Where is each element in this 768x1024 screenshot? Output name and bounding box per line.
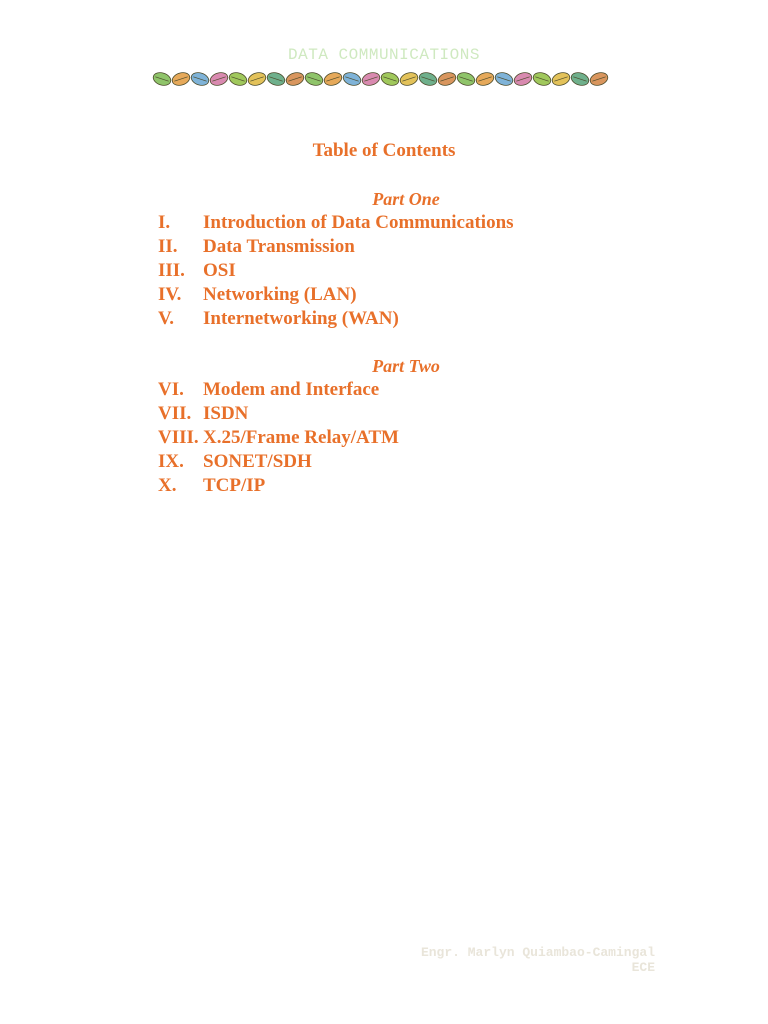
leaf-icon bbox=[228, 71, 249, 88]
toc-item-number: I. bbox=[158, 212, 171, 233]
toc-item-label: Internetworking (WAN) bbox=[203, 308, 399, 329]
toc-item-label: Data Transmission bbox=[203, 236, 355, 257]
toc-item-label: ISDN bbox=[203, 403, 249, 424]
toc-item-label: SONET/SDH bbox=[203, 451, 312, 472]
toc-item-label: Networking (LAN) bbox=[203, 284, 357, 305]
toc-item-label: TCP/IP bbox=[203, 475, 266, 496]
toc-item-number: X. bbox=[158, 475, 177, 496]
toc-item-number: VI. bbox=[158, 379, 184, 400]
header-title: DATA COMMUNICATIONS bbox=[288, 46, 480, 64]
leaf-icon bbox=[209, 71, 230, 88]
leaf-icon bbox=[171, 71, 192, 88]
toc-item-label: Introduction of Data Communications bbox=[203, 212, 514, 233]
leaf-icon bbox=[418, 71, 439, 88]
leaf-icon bbox=[494, 71, 515, 88]
leaf-icon bbox=[342, 71, 363, 88]
leaf-icon bbox=[532, 71, 553, 88]
leaf-icon bbox=[513, 71, 534, 88]
leaf-icon bbox=[323, 71, 344, 88]
toc-item-label: X.25/Frame Relay/ATM bbox=[203, 427, 399, 448]
leaf-icon bbox=[266, 71, 287, 88]
leaf-icon bbox=[190, 71, 211, 88]
toc-item-number: II. bbox=[158, 236, 178, 257]
leaf-icon bbox=[399, 71, 420, 88]
part-one-title: Part One bbox=[372, 189, 440, 209]
leaf-icon bbox=[475, 71, 496, 88]
leaf-icon bbox=[456, 71, 477, 88]
toc-item-label: Modem and Interface bbox=[203, 379, 380, 400]
footer-credential: ECE bbox=[631, 960, 655, 975]
leaf-icon bbox=[152, 71, 172, 88]
leaf-icon bbox=[304, 71, 325, 88]
part-two-title: Part Two bbox=[372, 356, 440, 376]
leaf-icon bbox=[437, 71, 458, 88]
leaf-icon bbox=[551, 71, 572, 88]
leaf-icon bbox=[285, 71, 306, 88]
toc-item-number: V. bbox=[158, 308, 175, 329]
footer bbox=[421, 945, 655, 975]
toc-item-number: IV. bbox=[158, 284, 182, 305]
leaf-icon bbox=[570, 71, 591, 88]
toc-item-number: IX. bbox=[158, 451, 184, 472]
toc-item-number: VIII. bbox=[158, 427, 199, 448]
footer-author: Engr. Marlyn Quiambao-Camingal bbox=[420, 945, 655, 960]
toc-item-number: III. bbox=[158, 260, 185, 281]
toc-item-label: OSI bbox=[203, 260, 236, 281]
decorative-border-icon bbox=[152, 68, 617, 90]
leaf-icon bbox=[247, 71, 268, 88]
leaf-icon bbox=[361, 71, 382, 88]
leaf-icon bbox=[589, 71, 610, 88]
toc-title: Table of Contents bbox=[312, 140, 456, 161]
toc-item-number: VII. bbox=[158, 403, 192, 424]
leaf-icon bbox=[380, 71, 401, 88]
